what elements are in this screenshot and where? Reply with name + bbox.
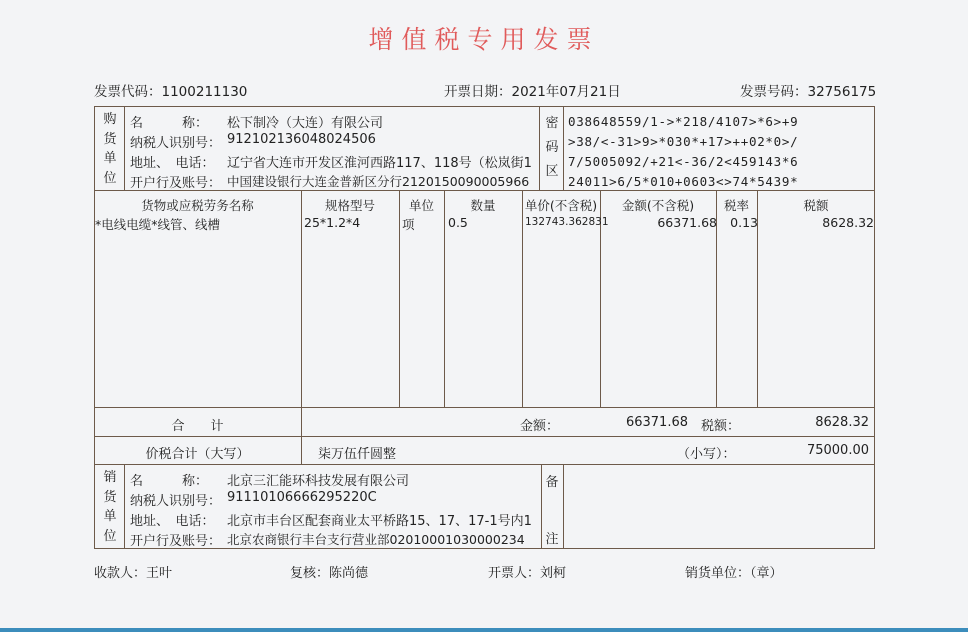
buyer-taxid-label: 纳税人识别号： bbox=[130, 136, 222, 151]
col-header-spec: 规格型号 bbox=[324, 198, 375, 213]
remarks-area bbox=[564, 465, 874, 548]
seller-address-row bbox=[130, 510, 532, 529]
seller-name: 北京三汇能环科技发展有限公司 bbox=[227, 474, 410, 489]
seller-address: 北京市丰台区配套商业太平桥路15、17、17-1号内1 bbox=[227, 514, 532, 529]
col-header-qty: 数量 bbox=[470, 198, 496, 213]
buyer-address-label: 地址、 电话： bbox=[130, 156, 215, 171]
grand-total-label: 价税合计（大写） bbox=[145, 447, 250, 462]
payee-label: 收款人： bbox=[94, 566, 147, 581]
buyer-taxid-row bbox=[130, 132, 376, 151]
reviewer-label: 复核： bbox=[290, 566, 330, 581]
footer-reviewer bbox=[290, 562, 368, 581]
item-spec: 25*1.2*4 bbox=[304, 215, 361, 230]
col-header-unit: 单位 bbox=[408, 198, 434, 213]
seller-taxid-label: 纳税人识别号： bbox=[130, 494, 222, 509]
invoice-code-value: 1100211130 bbox=[161, 84, 248, 100]
col-header-amount: 金额(不含税) bbox=[621, 198, 695, 213]
invoice-code bbox=[94, 80, 247, 100]
buyer-bank: 中国建设银行大连金普新区分行2120150090005966 bbox=[227, 174, 530, 189]
buyer-name-label: 名 称： bbox=[130, 116, 209, 131]
grand-total-upper: 柒万伍仟圆整 bbox=[318, 447, 397, 462]
item-amount: 66371.68 bbox=[657, 215, 717, 230]
bottom-accent-bar bbox=[0, 628, 968, 632]
cipher-line: >38/<-31>9>*030*+17>++02*0>/ bbox=[568, 134, 799, 149]
cipher-line: 7/5005092/+21<-36/2<459143*6 bbox=[568, 154, 799, 169]
item-qty: 0.5 bbox=[448, 215, 468, 230]
cipher-line: 038648559/1->*218/4107>*6>+9 bbox=[568, 114, 799, 129]
item-name: *电线电缆*线管、线槽 bbox=[95, 217, 221, 232]
payee-name: 王叶 bbox=[146, 566, 173, 581]
invoice-code-label: 发票代码： bbox=[94, 84, 162, 100]
seller-taxid-row bbox=[130, 490, 377, 509]
buyer-side-label: 购 货 单 位 bbox=[103, 112, 117, 186]
invoice-number-value: 32756175 bbox=[807, 84, 877, 100]
invoice-number bbox=[740, 80, 876, 100]
item-rate: 0.13 bbox=[730, 215, 758, 230]
col-header-name: 货物或应税劳务名称 bbox=[141, 198, 254, 213]
reviewer-name: 陈尚德 bbox=[329, 566, 369, 581]
invoice-date bbox=[444, 80, 621, 100]
seller-taxid: 91110106666295220C bbox=[227, 490, 377, 505]
buyer-bank-label: 开户行及账号： bbox=[130, 176, 222, 191]
buyer-address: 辽宁省大连市开发区淮河西路117、118号（松岚街1 bbox=[227, 156, 532, 171]
buyer-address-row bbox=[130, 152, 532, 171]
totals-tax-label: 税额： bbox=[701, 419, 741, 434]
buyer-name-row bbox=[130, 112, 384, 131]
invoice-number-label: 发票号码： bbox=[740, 84, 808, 100]
seller-side-label: 销 货 单 位 bbox=[103, 470, 117, 544]
footer-payee bbox=[94, 562, 172, 581]
item-price: 132743.362831 bbox=[525, 216, 609, 228]
seller-name-row bbox=[130, 470, 410, 489]
buyer-taxid: 912102136048024506 bbox=[227, 132, 376, 147]
col-header-rate: 税率 bbox=[723, 198, 749, 213]
seller-name-label: 名 称： bbox=[130, 474, 209, 489]
invoice-date-value: 2021年07月21日 bbox=[511, 84, 621, 100]
totals-tax: 8628.32 bbox=[815, 415, 869, 430]
seller-bank-row bbox=[130, 530, 525, 549]
seller-bank-label: 开户行及账号： bbox=[130, 534, 222, 549]
seller-bank: 北京农商银行丰台支行营业部02010001030000234 bbox=[227, 532, 525, 547]
col-header-tax: 税额 bbox=[803, 198, 829, 213]
totals-amount: 66371.68 bbox=[625, 415, 688, 430]
cipher-line: 24011>6/5*010+0603<>74*5439* bbox=[568, 174, 799, 189]
item-unit: 项 bbox=[402, 217, 415, 232]
item-tax: 8628.32 bbox=[822, 215, 874, 230]
grand-total-small-label: （小写）： bbox=[677, 447, 736, 462]
buyer-bank-row bbox=[130, 172, 530, 191]
buyer-name: 松下制冷（大连）有限公司 bbox=[227, 116, 384, 131]
cipher-side-label: 密 码 区 bbox=[545, 116, 559, 179]
issuer-name: 刘柯 bbox=[540, 566, 567, 581]
issuer-label: 开票人： bbox=[488, 566, 541, 581]
col-header-price: 单价(不含税) bbox=[524, 198, 598, 213]
totals-label: 合 计 bbox=[171, 419, 224, 434]
footer-seller-stamp: 销货单位：（章） bbox=[685, 566, 783, 581]
seller-address-label: 地址、 电话： bbox=[130, 514, 215, 529]
invoice-title: 增值税专用发票 bbox=[368, 25, 600, 54]
totals-amount-label: 金额： bbox=[520, 419, 560, 434]
cipher-area bbox=[568, 112, 798, 192]
footer-issuer bbox=[488, 562, 566, 581]
invoice-date-label: 开票日期： bbox=[444, 84, 512, 100]
grand-total-small: 75000.00 bbox=[806, 443, 869, 458]
